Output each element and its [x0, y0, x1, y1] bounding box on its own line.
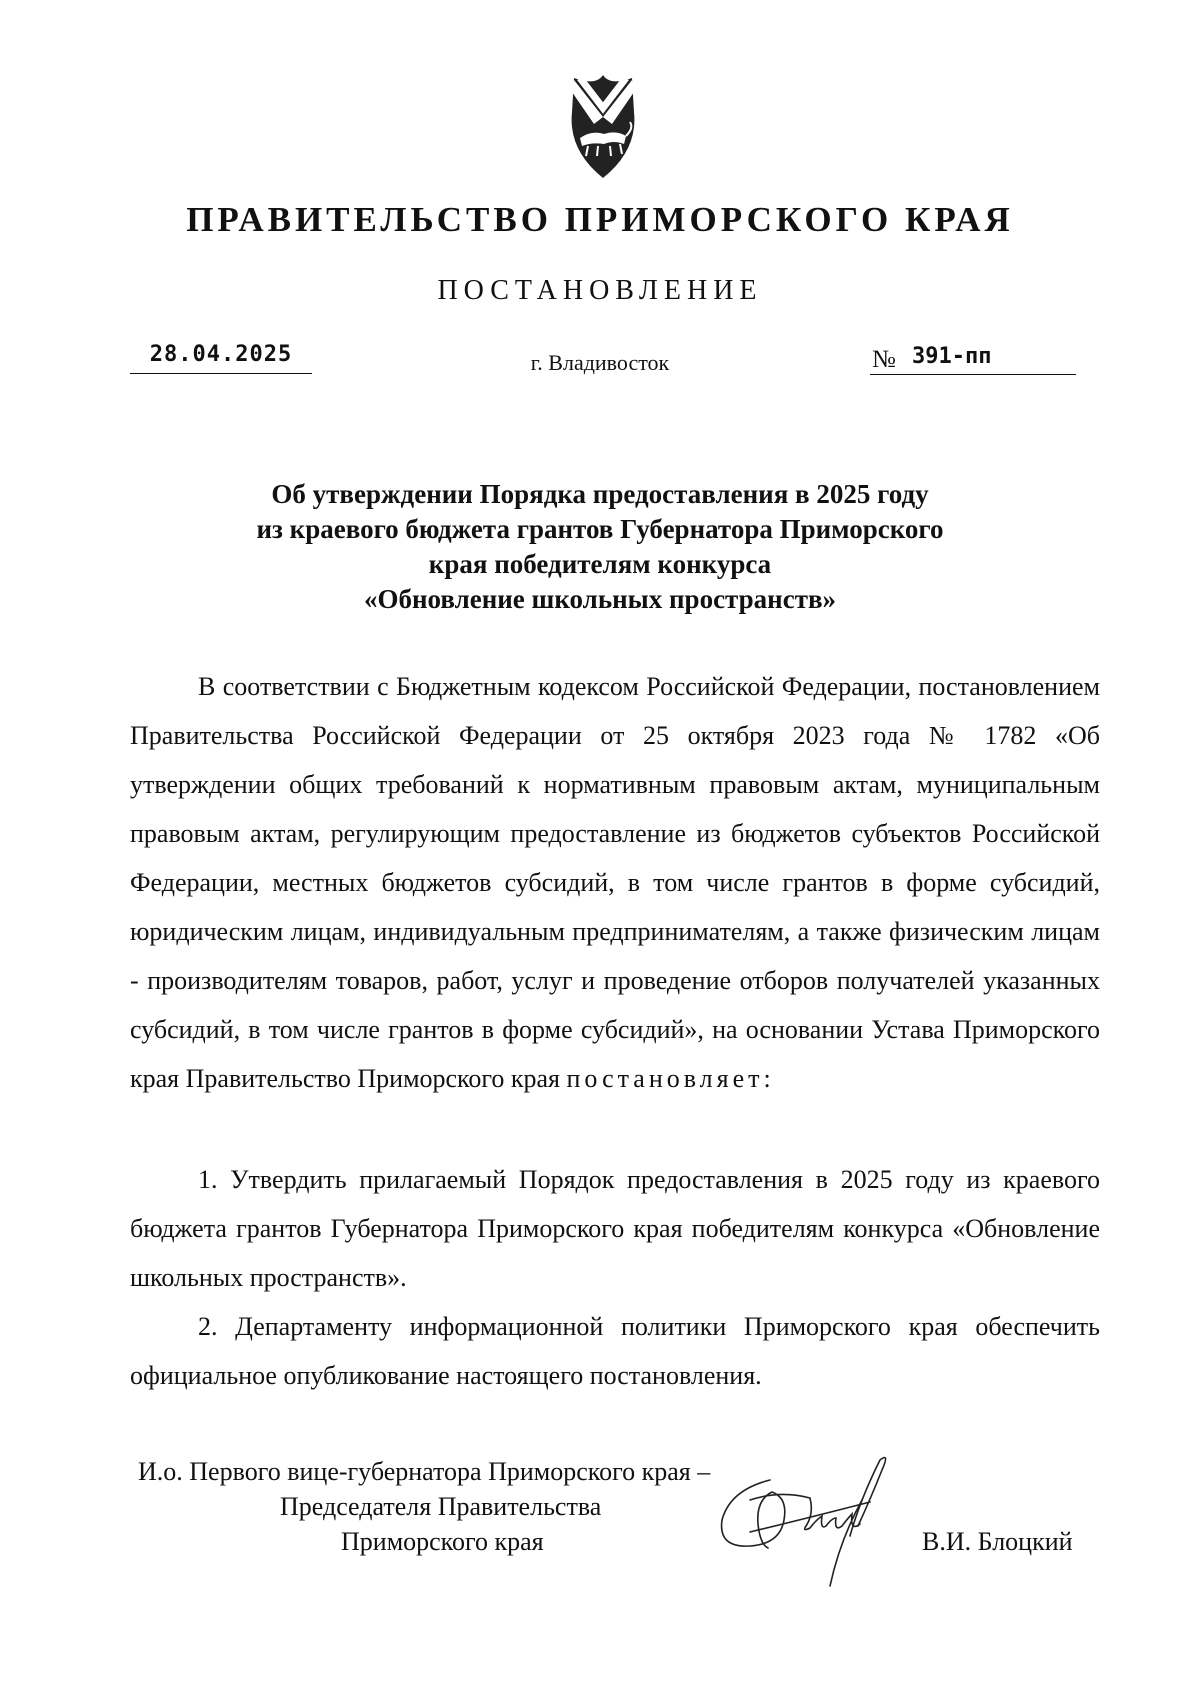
decree-word: постановляет:: [566, 1064, 775, 1093]
document-date: 28.04.2025: [149, 342, 293, 367]
signer-position-line: Приморского края: [341, 1527, 544, 1556]
coat-of-arms-icon: [560, 72, 646, 182]
document-subject: [0, 477, 1200, 617]
signer-position-line: Председателя Правительства: [280, 1492, 602, 1521]
subject-line: Об утверждении Порядка предоставления в 2025 году: [271, 479, 929, 509]
document-number: 391-пп: [912, 344, 992, 369]
preamble-text: В соответствии с Бюджетным кодексом Российской Федерации, постановлением Правительства Российской Федерации от 25 октября 2023 года № 1782 «Об утверждении общих требований к нормативным правовым актам, муниципальным правовым актам, регулирующим предоставление из бюджетов субъектов Российской Федерации, местных бюджетов субсидий, в том числе грантов в форме субсидий, юридическим лицам, индивидуальным предпринимателям, а также физическим лицам - производителям товаров, работ, услуг и проведение отборов получателей указанных субсидий, в том числе грантов в форме субсидий», на основании Устава Приморского края Правительство Приморского края: [130, 672, 1100, 1093]
preamble-paragraph: [130, 662, 1100, 1103]
signer-name: В.И. Блоцкий: [922, 1527, 1073, 1556]
subject-line: «Обновление школьных пространств»: [363, 584, 837, 614]
decree-item-2: 2. Департаменту информационной политики Приморского края обеспечить официальное опубликование настоящего постановления.: [130, 1312, 1100, 1390]
decree-item-1: 1. Утвердить прилагаемый Порядок предоставления в 2025 году из краевого бюджета грантов Губернатора Приморского края победителям конкурса «Обновление школьных пространств».: [130, 1165, 1100, 1292]
number-underline: [870, 374, 1076, 375]
document-city: г. Владивосток: [530, 350, 670, 375]
number-sign: №: [872, 346, 896, 373]
document-type: ПОСТАНОВЛЕНИЕ: [437, 275, 763, 306]
subject-line: края победителям конкурса: [428, 549, 772, 579]
handwritten-signature: [710, 1440, 910, 1590]
signer-position-line: И.о. Первого вице-губернатора Приморского края –: [138, 1457, 711, 1486]
government-title: ПРАВИТЕЛЬСТВО ПРИМОРСКОГО КРАЯ: [186, 200, 1014, 239]
subject-line: из краевого бюджета грантов Губернатора Приморского: [256, 514, 944, 544]
